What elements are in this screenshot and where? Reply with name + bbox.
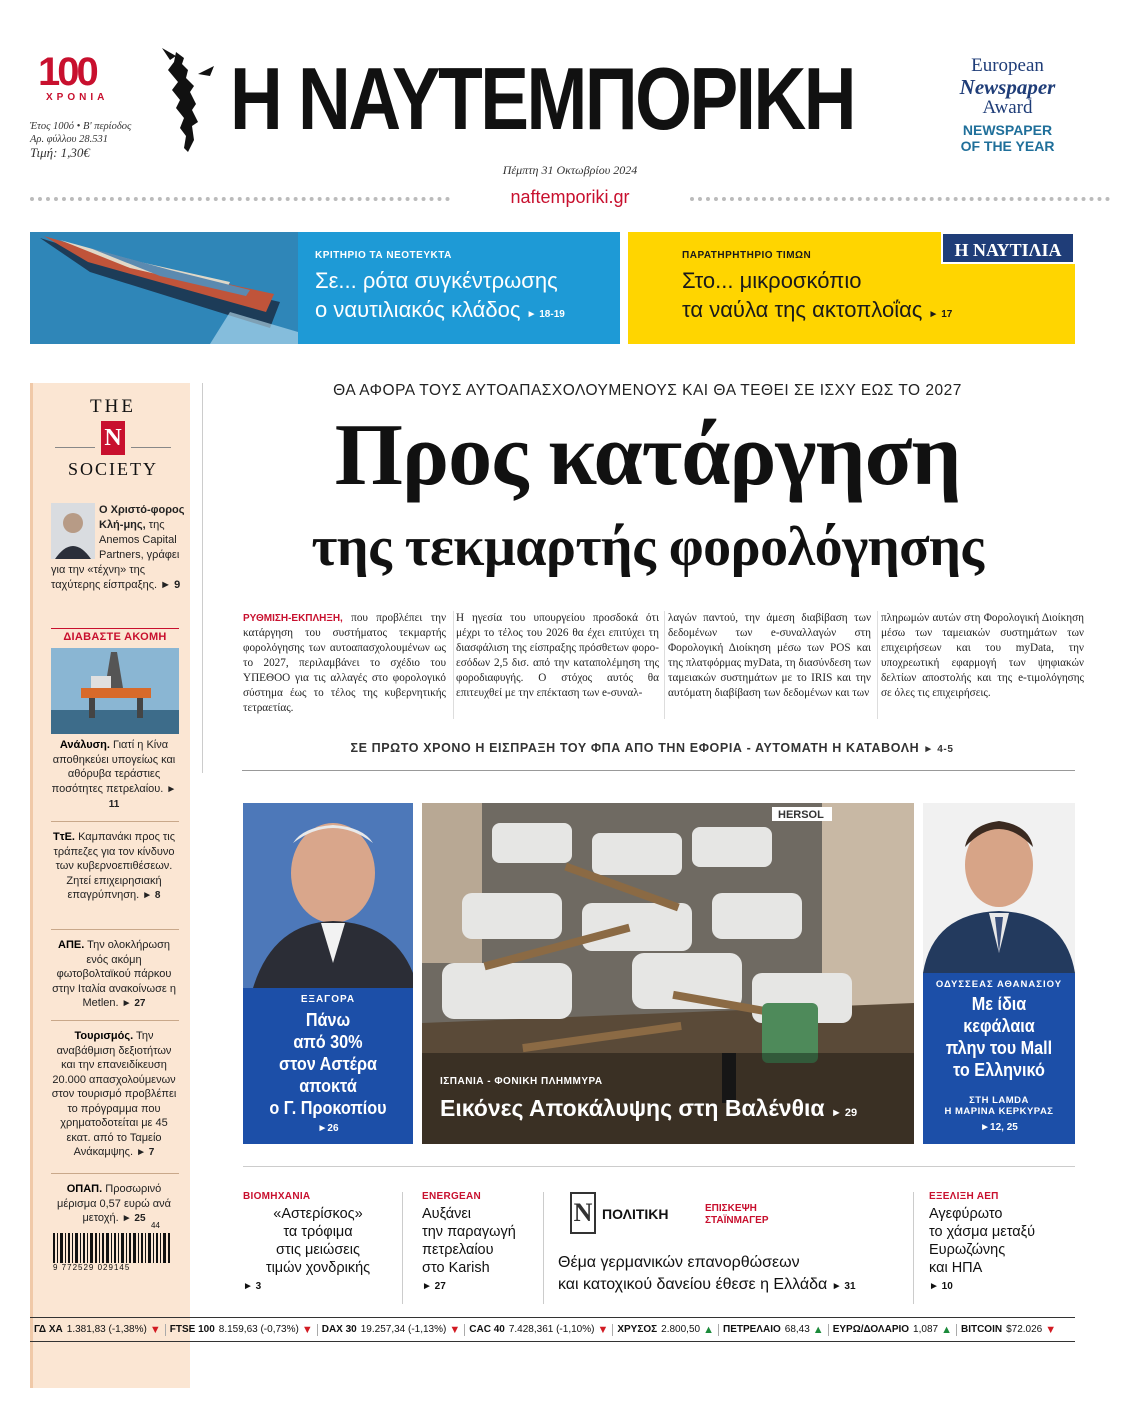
ticker-name: ΓΔ ΧΑ (34, 1324, 63, 1335)
main-overline: ΘΑ ΑΦΟΡΑ ΤΟΥΣ ΑΥΤΟΑΠΑΣΧΟΛΟΥΜΕΝΟΥΣ ΚΑΙ ΘΑ ΤΕΘΕΙ ΣΕ ΙΣΧΥ ΕΩΣ ΤΟ 2027 (333, 382, 962, 399)
ticker-value: 8.159,63 (-0,73%) (218, 1324, 299, 1335)
column-divider (453, 611, 454, 719)
box-headline-line: κεφάλαια (963, 1016, 1035, 1036)
publication-date: Πέμπτη 31 Οκτωβρίου 2024 (502, 163, 638, 177)
award-title-line: NEWSPAPER (962, 122, 1053, 138)
award-title (935, 122, 1080, 154)
article-column-4: πληρωμών αυτών στη Φορολογική Διοίκηση μέσω των ταμειακών συστημάτων των επιχειρήσεων και του myData, την υποχρεωτική εφαρμογή των ψηφιακών δελτίων αποστολής και της e-τιμολόγησης σε όλες τις επιχειρήσεις. (881, 612, 1084, 699)
article-text: που προβλέπει την κατάργηση του συστήματος τεκμαρτής φορολόγησης των αυτοαπασχολουμένων ως το 2027, περιλαμβάνει το σχέδιο του ΥΠΕΘΟΟ για τις αλλαγές στο φορολογικό σύστημα έως το τέλος της κυβερνητικής τετραετίας. (243, 612, 446, 714)
promo-headline-line: Στο... μικροσκόπιο (682, 268, 862, 293)
main-deck (222, 741, 1082, 755)
ticker-value: 2.800,50 (661, 1324, 701, 1335)
ticker-name: ΠΕΤΡΕΛΑΙΟ (722, 1324, 781, 1335)
politiki-section: ΠΟΛΙΤΙΚΗ (602, 1206, 669, 1222)
ticker-name: DAX 30 (321, 1324, 357, 1335)
fares-promo[interactable] (628, 232, 1075, 344)
divider (51, 821, 179, 822)
barcode-issue: 44 (151, 1221, 160, 1230)
teaser-text: Την αναβάθμιση δεξιοτήτων και την επανειδίκευση 20.000 απασχολούμενων στον τουρισμό προβλέπει το πρόγραμμα που χρηματοδοτείται με 45 εκατ. από το Ταμείο Ανάκαμψης. (51, 1030, 177, 1158)
society-teaser[interactable] (51, 503, 189, 593)
teaser-kicker: ΒΙΟΜΗΧΑΝΙΑ (243, 1191, 311, 1202)
promo-headline (682, 266, 1012, 329)
ticker-value: 1,087 (913, 1324, 939, 1335)
box-kicker: ΙΣΠΑΝΙΑ - ΦΟΝΙΚΗ ΠΛΗΜΜΥΡΑ (440, 1076, 603, 1087)
politiki-logo-icon: N (570, 1192, 596, 1234)
column-divider (913, 1192, 914, 1304)
article-column-3: λαγών παντού, την άμεση διαβίβαση των δεδομένων των e-συναλλαγών στη Φορολογική Διοίκηση μέσω των POS και της πλατφόρμας myData, τη διασύνδεση των ταμειακών συστημάτων με το IRIS και την αυτόματη διαβίβαση των δεδομένων και των (668, 612, 871, 699)
divider (51, 1173, 179, 1174)
sidebar-teaser[interactable] (51, 738, 177, 813)
box-headline-line: το Ελληνικό (953, 1060, 1045, 1080)
bottom-teaser[interactable] (243, 1191, 393, 1292)
society-text: της Anemos Capital Partners, γράφει για την «τέχνη» της ταχύτερης είσπραξης. (51, 519, 180, 591)
divider (242, 770, 1075, 771)
dotted-divider (30, 197, 450, 205)
teaser-line: στις μειώσεις (276, 1242, 360, 1258)
box-headline-line: Με ίδια (971, 994, 1027, 1014)
promo-headline-line: Σε... ρότα συγκέντρωσης (315, 268, 558, 293)
container-ship-image (30, 232, 298, 344)
column-divider (202, 383, 203, 773)
page-ref: ► 31 (831, 1281, 856, 1292)
politiki-kicker-line: ΕΠΙΣΚΕΨΗ (705, 1203, 757, 1214)
box-subhead (923, 1095, 1075, 1117)
sidebar-teaser[interactable] (51, 1182, 177, 1227)
column-divider (877, 611, 878, 719)
shop-sign: HERSOL (778, 809, 824, 821)
ticker-item (465, 1324, 613, 1336)
teaser-text: Γιατί η Κίνα αποθηκεύει υπογείως και αθόρυβα τεράστιες ποσότητες πετρελαίου. (51, 739, 176, 795)
website-link[interactable]: naftemporiki.gr (510, 187, 630, 207)
box-headline (931, 993, 1068, 1081)
bottom-teaser[interactable] (422, 1191, 542, 1292)
page-ref: ► 17 (928, 309, 953, 320)
page-ref: ► 29 (830, 1107, 858, 1119)
teaser-line: στο Karish (422, 1260, 490, 1276)
lead-label: ΡΥΘΜΙΣΗ-ΕΚΠΛΗΞΗ, (243, 613, 343, 624)
ticker-item (613, 1324, 719, 1336)
ticker-value: 19.257,34 (-1,13%) (360, 1324, 447, 1335)
page-ref: ► 27 (121, 998, 146, 1009)
promo-headline (315, 266, 615, 329)
box-headline-line: πλην του Mall (945, 1038, 1053, 1058)
ticker-item (318, 1324, 466, 1336)
box-kicker: ΟΔΥΣΣΕΑΣ ΑΘΑΝΑΣΙΟΥ (935, 979, 1063, 990)
portrait-photo (243, 803, 413, 988)
anniversary-label: ΧΡΟΝΙΑ (46, 92, 109, 103)
ticker-name: ΕΥΡΩ/ΔΟΛΑΡΙΟ (832, 1324, 910, 1335)
divider (55, 447, 95, 448)
market-ticker (30, 1317, 1075, 1342)
hermes-logo-icon (158, 44, 218, 156)
page-ref: ► 18-19 (526, 309, 565, 320)
ticker-value: 68,43 (784, 1324, 810, 1335)
masthead (0, 0, 1138, 220)
box-headline-line: από 30% (293, 1032, 363, 1052)
teaser-line: και κατοχικού δανείου έθεσε η Ελλάδα (558, 1276, 828, 1293)
ticker-value: 7.428,361 (-1,10%) (508, 1324, 595, 1335)
page-ref: ► 8 (142, 890, 161, 901)
politiki-kicker (705, 1203, 769, 1227)
promo-headline-line: ο ναυτιλιακός κλάδος (315, 297, 521, 322)
up-arrow-icon: ▲ (812, 1323, 824, 1336)
box-headline-line: Πάνω (305, 1010, 351, 1030)
oil-rig-image (51, 648, 179, 734)
page-ref: ► 27 (422, 1281, 446, 1292)
society-name: Ο Χριστό-φορος Κλή-μης, (99, 504, 185, 531)
ticker-item (957, 1324, 1060, 1336)
teaser-line: το χάσμα μεταξύ (929, 1224, 1036, 1240)
page-ref: ► 9 (160, 579, 181, 591)
promo-headline-line: τα ναύλα της ακτοπλοΐας (682, 297, 923, 322)
issue-info (30, 120, 131, 159)
teaser-lead: ΤτΕ. (52, 831, 75, 843)
teaser-line: Ευρωζώνης (929, 1242, 1006, 1258)
down-arrow-icon: ▼ (301, 1323, 313, 1336)
read-more-label: ΔΙΑΒΑΣΤΕ ΑΚΟΜΗ (51, 628, 179, 643)
box-subhead-line: Η ΜΑΡΙΝΑ ΚΕΡΚΥΡΑΣ (944, 1106, 1054, 1117)
barcode-number: 9 772529 029145 (53, 1263, 131, 1272)
teaser-line: Αγεφύρωτο (929, 1206, 1003, 1222)
teaser-line: την παραγωγή (422, 1224, 516, 1240)
promo-kicker: ΠΑΡΑΤΗΡΗΤΗΡΙΟ ΤΙΜΩΝ (682, 250, 812, 261)
anniversary-number: 100 (38, 50, 96, 94)
down-arrow-icon: ▼ (449, 1323, 461, 1336)
teaser-text: Προσωρινό μέρισμα 0,57 ευρώ ανά μετοχή. (57, 1183, 171, 1224)
society-top: THE (90, 396, 136, 417)
main-subheadline[interactable]: της τεκμαρτής φορολόγησης (311, 516, 984, 578)
box-headline-text: Εικόνες Αποκάλυψης στη Βαλένθια (440, 1095, 825, 1121)
lamda-story-box[interactable] (923, 803, 1075, 1144)
society-bottom: SOCIETY (68, 459, 158, 479)
society-logo (33, 397, 193, 479)
teaser-line: τιμών χονδρικής (265, 1260, 371, 1276)
award-line: Award (982, 97, 1033, 118)
ticker-item (166, 1324, 318, 1336)
article-column-1 (243, 611, 446, 716)
society-letter: N (101, 421, 125, 455)
teaser-line: «Αστερίσκος» (273, 1206, 363, 1222)
ticker-value: 1.381,83 (-1,38%) (66, 1324, 147, 1335)
ticker-name: BITCOIN (960, 1324, 1003, 1335)
award-badge (935, 56, 1080, 154)
teaser-line: τα τρόφιμα (283, 1224, 353, 1240)
portrait-photo (51, 503, 99, 559)
page-ref: ► 11 (108, 783, 177, 810)
ticker-item (30, 1324, 166, 1336)
teaser-line: και ΗΠΑ (929, 1260, 983, 1276)
box-headline-line: ο Γ. Προκοπίου (269, 1098, 387, 1118)
teaser-lead: ΑΠΕ. (58, 939, 85, 951)
promo-kicker: ΚΡΙΤΗΡΙΟ ΤΑ ΝΕΟΤΕΥΚΤΑ (315, 250, 452, 261)
issue-year: Έτος 100ό • Β' περίοδος (30, 121, 132, 132)
award-line: European (971, 55, 1044, 76)
politiki-teaser[interactable] (558, 1252, 898, 1298)
teaser-line: Θέμα γερμανικών επανορθώσεων (558, 1254, 800, 1271)
box-headline-line: στον Αστέρα (279, 1054, 377, 1074)
column-divider (543, 1192, 544, 1304)
award-line: Newspaper (959, 75, 1056, 99)
valencia-story-box[interactable] (422, 803, 914, 1144)
teaser-text (422, 1205, 542, 1277)
article-column-2: Η ηγεσία του υπουργείου προσδοκά ότι μέχρι το τέλος του 2026 θα έχει επιτύχει τη διασφάλιση της είσπραξης πρόσθετων φορο-εσόδων 2,5 δισ. από την καταπολέμηση της φοροδιαφυγής. Ο στόχος αυτός θα επιτευχθεί με την επέκταση των e-συναλ- (456, 612, 659, 699)
politiki-kicker-line: ΣΤΑΪΝΜΑΓΕΡ (705, 1215, 769, 1226)
newspaper-title: Η ΝΑΥΤΕΜΠΟΡΙΚΗ (230, 49, 855, 148)
ticker-value: $72.026 (1006, 1324, 1043, 1335)
page-ref: ►26 (317, 1123, 339, 1134)
shipping-promo[interactable] (30, 232, 620, 344)
divider (51, 929, 179, 930)
page-ref: ► 25 (121, 1213, 146, 1224)
ticker-name: FTSE 100 (169, 1324, 215, 1335)
issue-number: Αρ. φύλλου 28.531 (30, 134, 108, 145)
sidebar-teaser[interactable] (51, 938, 177, 1012)
teaser-text (243, 1205, 393, 1277)
teaser-lead: ΟΠΑΠ. (66, 1183, 103, 1195)
teaser-kicker: ENERGEAN (422, 1191, 482, 1202)
teaser-lead: Ανάλυση. (59, 739, 110, 751)
anniversary-logo (38, 52, 138, 103)
page-ref: ►12, 25 (980, 1122, 1018, 1133)
ticker-name: CAC 40 (469, 1324, 505, 1335)
teaser-line: πετρελαίου (422, 1242, 494, 1258)
box-headline-line: αποκτά (299, 1076, 357, 1096)
teaser-text: Την ολοκλήρωση ενός ακόμη φωτοβολταϊκού πάρκου στην Ιταλία ανακοίνωσε η Metlen. (52, 939, 176, 1009)
up-arrow-icon: ▲ (941, 1323, 952, 1336)
sidebar-teaser[interactable] (51, 830, 177, 904)
column-divider (402, 1192, 403, 1304)
teaser-text: Καμπανάκι προς τις τράπεζες για τον κίνδυνο των κυβερνοεπιθέσεων. Ζητεί επιχειρησιακή επαγρύπνηση. (53, 831, 176, 901)
dotted-divider (690, 197, 1110, 205)
ticker-item (719, 1324, 829, 1336)
barcode-icon (53, 1233, 171, 1263)
page-ref: ► 3 (243, 1281, 262, 1292)
naftilia-badge: Η ΝΑΥΤΙΛΙΑ (941, 232, 1075, 264)
issue-price: Τιμή: 1,30€ (30, 145, 90, 160)
main-headline[interactable]: Προς κατάργηση (334, 407, 961, 504)
box-headline (440, 1095, 857, 1122)
box-headline (252, 1009, 405, 1119)
flood-photo (422, 803, 914, 1144)
down-arrow-icon: ▼ (597, 1323, 609, 1336)
column-divider (664, 611, 665, 719)
portrait-photo (923, 803, 1075, 973)
award-title-line: OF THE YEAR (960, 138, 1055, 154)
page-ref: ► 7 (136, 1147, 155, 1158)
divider (243, 1166, 1075, 1167)
left-sidebar (30, 383, 190, 1388)
divider (51, 1020, 179, 1021)
teaser-line: Αυξάνει (422, 1206, 472, 1222)
up-arrow-icon: ▲ (703, 1323, 714, 1336)
page-ref: ► 10 (929, 1281, 953, 1292)
down-arrow-icon: ▼ (1045, 1323, 1057, 1336)
ticker-item (829, 1324, 957, 1336)
box-kicker: ΕΞΑΓΟΡΑ (300, 994, 356, 1005)
teaser-lead: Τουρισμός. (74, 1030, 134, 1042)
ticker-name: ΧΡΥΣΟΣ (617, 1324, 658, 1335)
down-arrow-icon: ▼ (149, 1323, 161, 1336)
page-ref: ► 4-5 (923, 744, 954, 755)
aster-story-box[interactable] (243, 803, 413, 1144)
sidebar-teaser[interactable] (51, 1029, 177, 1161)
divider (131, 447, 171, 448)
bottom-teaser[interactable] (929, 1191, 1075, 1292)
teaser-kicker: ΕΞΕΛΙΞΗ ΑΕΠ (929, 1191, 999, 1202)
teaser-text (929, 1205, 1075, 1277)
box-subhead-line: ΣΤΗ LAMDA (969, 1095, 1029, 1106)
deck-text: ΣΕ ΠΡΩΤΟ ΧΡΟΝΟ Η ΕΙΣΠΡΑΞΗ ΤΟΥ ΦΠΑ ΑΠΟ ΤΗΝ ΕΦΟΡΙΑ - ΑΥΤΟΜΑΤΗ Η ΚΑΤΑΒΟΛΗ (350, 741, 920, 755)
